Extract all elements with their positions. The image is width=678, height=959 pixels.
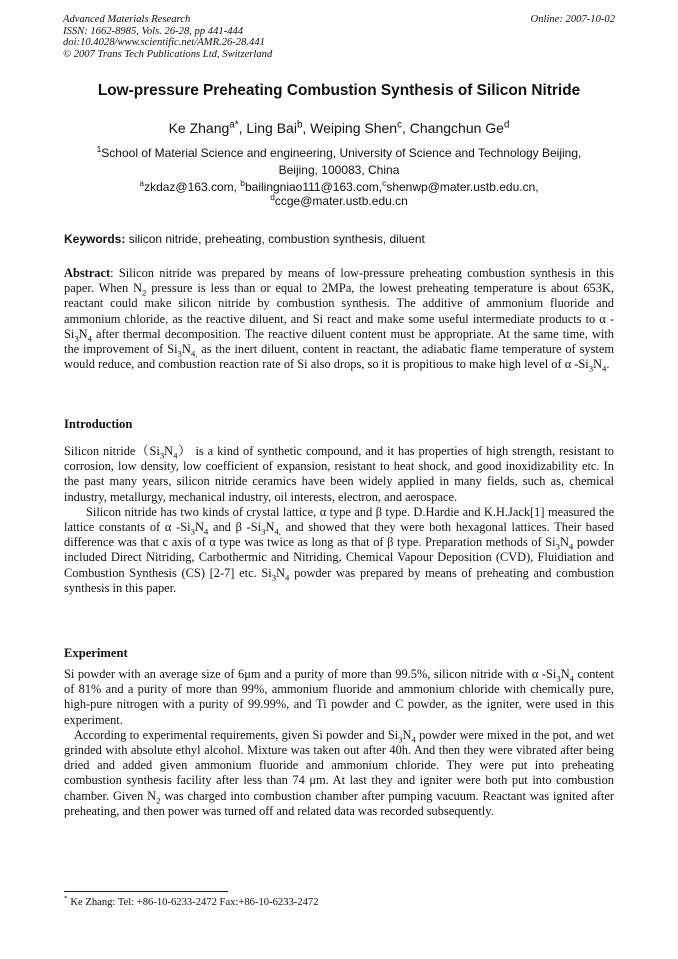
keywords-text: silicon nitride, preheating, combustion synthesis, diluent: [128, 232, 425, 246]
affiliation-superscript: 1: [96, 144, 102, 154]
email-link[interactable]: shenwp@mater.ustb.edu.cn,: [386, 180, 539, 194]
author-list: Ke Zhang$^{a*}$, Ling Bai$^b$, Weiping Shen$^c$, Changchun Ge$^d$: [168, 119, 510, 136]
footnote: * Ke Zhang: Tel: +86-10-6233-2472 Fax:+86-10-6233-2472: [64, 893, 319, 908]
email-link[interactable]: zkdaz@163.com,: [144, 180, 237, 194]
doi-line: doi:10.4028/www.scientific.net/AMR.26-28.441: [63, 37, 265, 48]
experiment-section: [64, 667, 614, 819]
issn-line: ISSN: 1662-8985, Vols. 26-28, pp 441-444: [63, 25, 244, 37]
author-superscript: d: [503, 119, 510, 131]
section-heading-experiment: Experiment: [64, 646, 128, 660]
email-link[interactable]: ccge@mater.ustb.edu.cn: [274, 194, 408, 208]
author-name: Ling Bai: [246, 120, 297, 136]
author-superscript: a*: [229, 119, 239, 131]
footnote-divider: [64, 891, 228, 892]
email-list: $^a$zkdaz@163.com, $^b$bailingniao111@163.com,$^c$shenwp@mater.ustb.edu.cn, $^d$ccge@mater.ustb.edu.cn: [139, 178, 539, 208]
introduction-paragraph: Silicon nitride has two kinds of crystal lattice, α type and β type. D.Hardie and K.H.Jack[1] measured the lattice constants of α $-Si_3N_4$ and β $-Si_3N_{4,}$ and showed that they were both hexagonal lattices. Their based difference was that c axis of α type was twice as long as that of β type. Preparation methods of $Si_3N_4$ powder included Direct Nitriding, Carbothermic and Nitriding, Chemical Vapour Deposition (CVD), Fluidiation and Combustion Synthesis (CS) [2-7] etc. $Si_3N_4$ powder was prepared by means of preheating and combustion synthesis in this paper.: [64, 504, 615, 595]
affiliation-text: School of Material Science and engineering, University of Science and Technology Beijing, Beijing, 100083, China: [101, 146, 582, 177]
introduction-section: [64, 444, 614, 596]
online-date: Online: 2007-10-02: [530, 14, 615, 25]
author-name: Changchun Ge: [409, 120, 504, 136]
experiment-paragraph: According to experimental requirements, given Si powder and $Si_3N_4$ powder were mixed in the pot, and wet grinded with absolute ethyl alcohol. Mixture was taken out after 40h. And then they were vibrated after being dried and added given ammonium fluoride and ammonium chloride. They were put into preheating combustion synthesis facility after less than 74 μm. At last they and igniter were both put into combustion chamber. Given $N_2$ was charged into combustion chamber after pumping vacuum. Reactant was ignited after preheating, and then power was turned off and related data was recorded subsequently.: [64, 727, 614, 818]
author-name: Weiping Shen: [310, 120, 398, 136]
abstract-block: Abstract: Silicon nitride was prepared by means of low-pressure preheating combustion synthesis in this paper. When $N_2$ pressure is less than or equal to 2MPa, the lowest preheating temperature is about 653K, reactant could make silicon nitride by combustion synthesis. The additive of ammonium fluoride and ammonium chloride, as the reactive diluent, and Si react and make some useful intermediate products to α $-Si_3N_4$ after thermal decomposition. The reactive diluent content must be appropriate. At the same time, with the improvement of $Si_3N_{4,}$ as the inert diluent, content in reactant, the adiabatic flame temperature of system would reduce, and combustion reaction rate of Si also drops, so it is propitious to make high level of α $-Si_3N_4$.: [64, 266, 614, 374]
introduction-paragraph: Silicon $nitride(Si_3N_4)$ is a kind of synthetic compound, and it has properties of high strength, resistant to corrosion, low density, low coefficient of expansion, resistant to heat shock, and good inoxidizability etc. In the past many years, silicon nitride ceramics have been widely applied in many fields, such as, chemical industry, metallurgy, mechanical industry, oil interests, electron, and aerospace.: [64, 444, 614, 504]
affiliation: [82, 145, 596, 178]
abstract-label: Abstract: [64, 266, 111, 280]
keywords-line: [64, 232, 616, 246]
page-header: [63, 14, 615, 60]
copyright-line: © 2007 Trans Tech Publications Ltd, Switzerland: [63, 48, 273, 60]
author-superscript: c: [397, 119, 402, 131]
journal-name: Advanced Materials Research: [63, 14, 191, 25]
keywords-label: Keywords:: [64, 232, 126, 246]
section-heading-introduction: Introduction: [64, 417, 133, 431]
paper-title: Low-pressure Preheating Combustion Synthesis of Silicon Nitride: [97, 82, 581, 99]
author-superscript: b: [296, 119, 303, 131]
author-name: Ke Zhang: [168, 120, 230, 136]
email-link[interactable]: bailingniao111@163.com,: [244, 180, 383, 194]
experiment-paragraph: Si powder with an average size of 6μm and a purity of more than 99.5%, silicon nitride with α $-Si_3N_4$ content of 81% and a purity of more than 99%, ammonium fluoride and ammonium chloride with chemically pure, high-pure nitrogen with a purity of 99.99%, and Ti powder and C powder, as the igniter, were used in this experiment.: [64, 667, 614, 727]
